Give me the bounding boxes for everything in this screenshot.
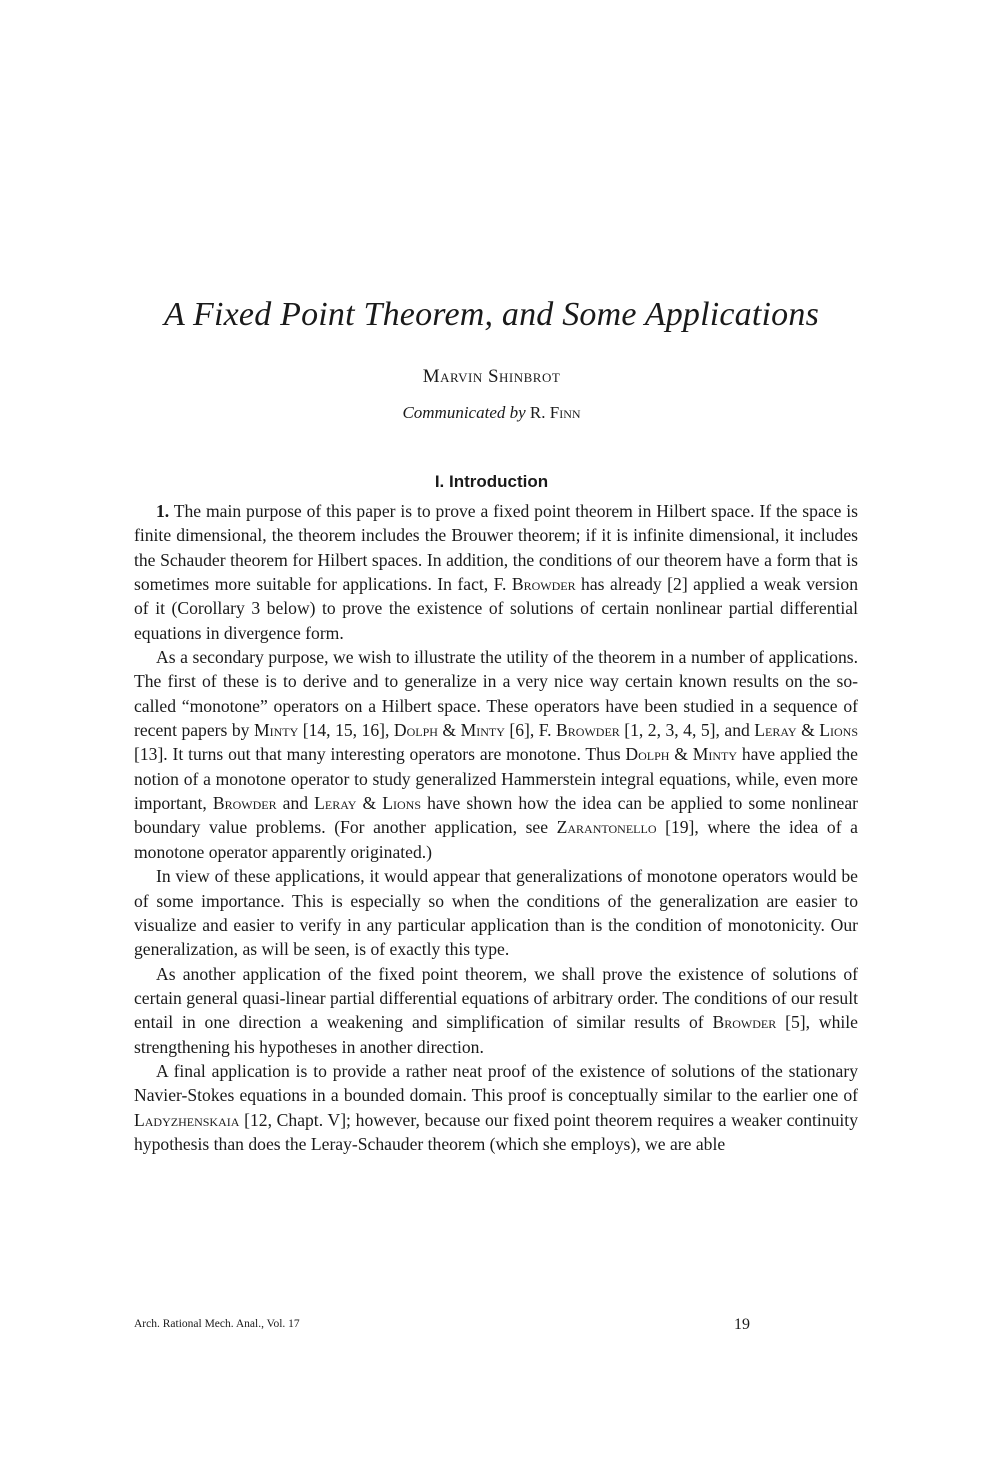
section-heading: I. Introduction (434, 472, 549, 491)
author-reference: Browder (511, 574, 576, 595)
text-segment: have shown how the idea can be applied to some nonlinear boundary value problems. (For another application, see (134, 793, 859, 838)
text-segment: & (356, 793, 383, 814)
communicated-prefix: Communicated by (402, 403, 526, 422)
author-reference: Dolph (625, 744, 670, 765)
paragraph (134, 864, 858, 961)
text-segment: & (796, 720, 820, 741)
text-segment: have applied the notion of a monotone operator to study generalized Hammerstein integral equations, while, even more important, (134, 744, 858, 814)
text-segment: & (437, 720, 461, 741)
text-segment: [6], F. (504, 720, 557, 741)
author-reference: Lions (382, 793, 422, 814)
author-reference: Zarantonello (556, 817, 657, 838)
author-reference: Dolph (393, 720, 438, 741)
text-segment: As a secondary purpose, we wish to illustrate the utility of the theorem in a number of applications. The first of these is to derive and to generalize in a very nice way certain known results on the so-called “monotone” operators on a Hilbert space. These operators have been studied in a sequence of recent papers by (134, 647, 858, 741)
paragraph (134, 499, 858, 645)
text-segment: [5], while strengthening his hypotheses in another direction. (134, 1012, 858, 1057)
text-segment: has already [2] applied a weak version of it (Corollary 3 below) to prove the existence of solutions of certain nonlinear partial differential equations in divergence form. (134, 574, 858, 643)
text-segment: A final application is to provide a rather neat proof of the existence of solutions of the stationary Navier-Stokes equations in a bounded domain. This proof is conceptually similar to the earlier one of (134, 1060, 858, 1106)
author-reference: Leray (314, 793, 357, 814)
page-number: 19 (734, 1316, 750, 1333)
paragraph (134, 1059, 858, 1156)
text-segment: & (669, 744, 693, 765)
text-segment: [12, Chapt. V]; however, because our fixed point theorem requires a weaker continuity hypothesis than does the Leray-Schauder theorem (which she employs), we are able (134, 1109, 858, 1154)
author-reference: Browder (212, 793, 277, 814)
text-segment: [13]. It turns out that many interesting operators are monotone. Thus (134, 744, 626, 765)
author-reference: Ladyzhenskaia (134, 1109, 240, 1130)
text-segment: [1, 2, 3, 4, 5], and (619, 720, 755, 741)
page-footer (134, 1316, 858, 1336)
author-reference: Lions (819, 720, 858, 741)
journal-citation: Arch. Rational Mech. Anal., Vol. 17 (134, 1318, 300, 1330)
text-segment: [19], where the idea of a monotone operator apparently originated.) (134, 817, 858, 862)
paper-title: A Fixed Point Theorem, and Some Applications (163, 296, 820, 333)
author-reference: Leray (754, 720, 797, 741)
communicated-by (0, 403, 983, 423)
paragraph (134, 645, 858, 864)
body-text (134, 499, 858, 1156)
text-segment: and (276, 793, 315, 814)
communicator-name: R. Finn (529, 403, 581, 422)
author-reference: Browder (712, 1012, 777, 1033)
text-segment: As another application of the fixed point theorem, we shall prove the existence of solutions of certain general quasi-linear partial differential equations of arbitrary order. The conditions of our result entail in one direction a weakening and simplification of similar results of (134, 963, 858, 1033)
author-name: Marvin Shinbrot (422, 366, 561, 387)
author-reference: Minty (253, 720, 299, 741)
text-segment: The main purpose of this paper is to prove a fixed point theorem in Hilbert space. If the space is finite dimensional, the theorem includes the Brouwer theorem; if it is infinite dimensional, it includes the Schauder theorem for Hilbert spaces. In addition, the conditions of our theorem have a form that is sometimes more suitable for applications. In fact, F. (134, 501, 858, 595)
text-segment: In view of these applications, it would appear that generalizations of monotone operators would be of some importance. This is especially so when the conditions of the generalization are easier to visualize and easier to verify in any particular application than is the condition of monotonicity. Our generalization, as will be seen, is of exactly this type. (134, 866, 858, 960)
paragraph (134, 962, 858, 1059)
author-reference: Browder (556, 720, 620, 741)
author-reference: Minty (692, 744, 738, 765)
paragraph-number: 1. (156, 501, 170, 521)
author-reference: Minty (460, 720, 505, 741)
text-segment: [14, 15, 16], (298, 720, 394, 741)
